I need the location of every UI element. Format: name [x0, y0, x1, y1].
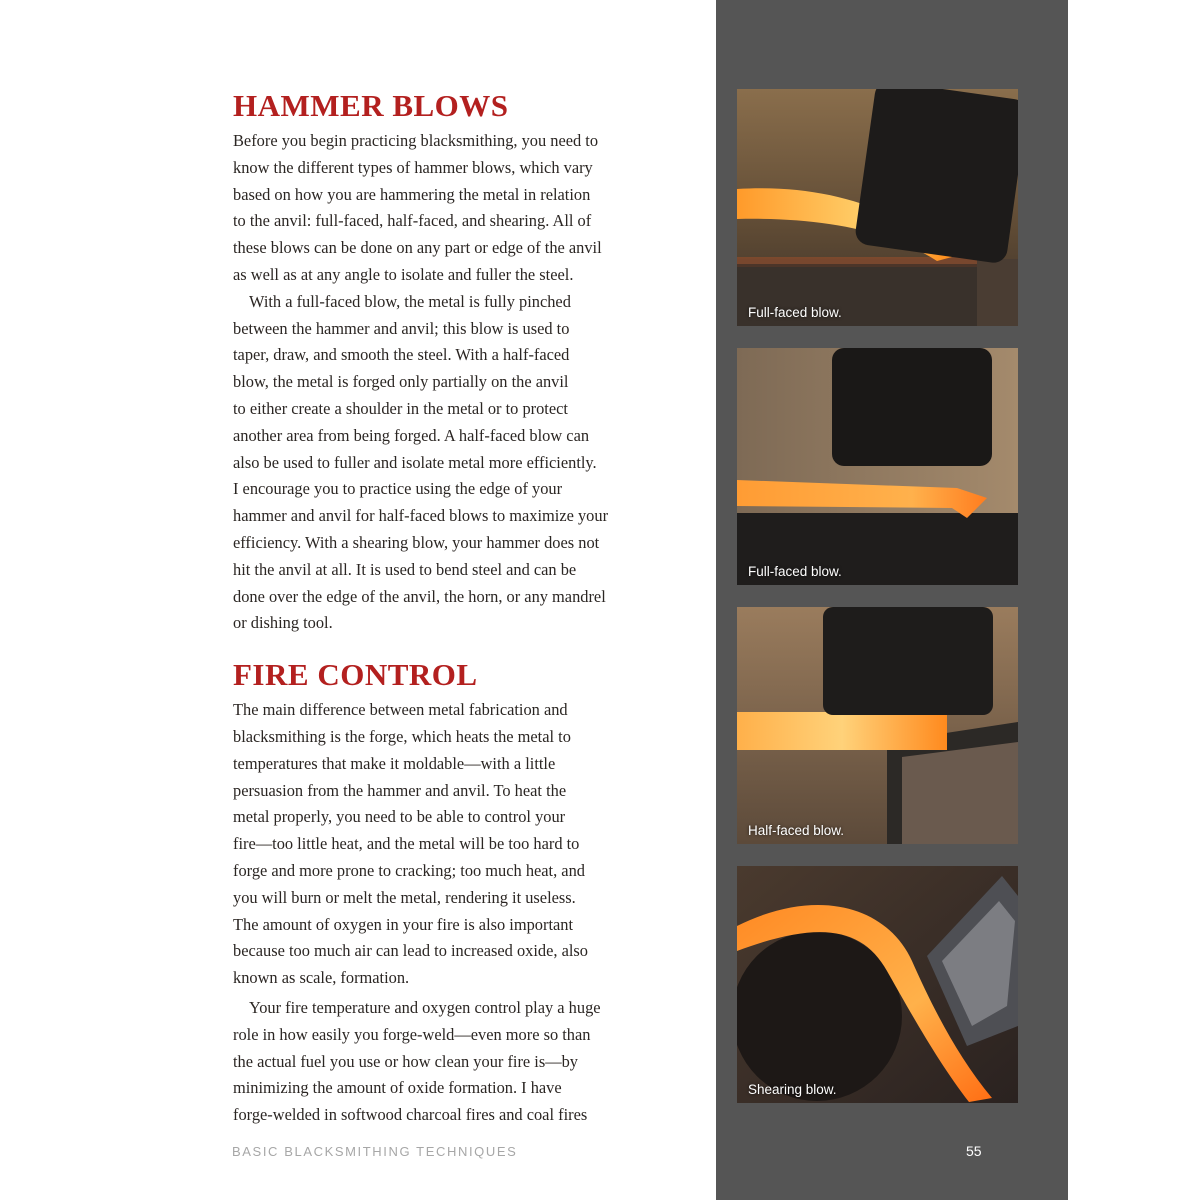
text-line: because too much air can lead to increased oxide, also [233, 941, 588, 961]
photo-sidebar [716, 0, 1068, 1200]
text-line: another area from being forged. A half-faced blow can [233, 425, 590, 445]
photo-half-faced-blow [737, 607, 1018, 844]
photo-image [737, 89, 1018, 326]
photo-caption: Full-faced blow. [748, 564, 842, 579]
text-line: fire—too little heat, and the metal will be too hard to [233, 834, 580, 854]
text-line: blacksmithing is the forge, which heats the metal to [233, 726, 571, 746]
text-line: forge and more prone to cracking; too much heat, and [233, 860, 585, 880]
text-line: these blows can be done on any part or edge of the anvil [233, 238, 602, 258]
text-line: or dishing tool. [233, 613, 333, 633]
text-column [233, 88, 673, 1129]
text-line: as well as at any angle to isolate and fuller the steel. [233, 264, 574, 284]
text-line: forge-welded in softwood charcoal fires and coal fires [233, 1105, 588, 1125]
text-line: efficiency. With a shearing blow, your hammer does not [233, 532, 600, 552]
hammer-blows-heading: HAMMER BLOWS [233, 88, 509, 123]
text-line: hammer and anvil for half-faced blows to maximize your [233, 506, 609, 526]
fire-control-body [233, 697, 673, 1129]
photo-image [737, 607, 1018, 844]
text-line: role in how easily you forge-weld—even more so than [233, 1024, 591, 1044]
text-line: With a full-faced blow, the metal is fully pinched [249, 291, 571, 311]
text-line: based on how you are hammering the metal in relation [233, 184, 591, 204]
photo-caption: Full-faced blow. [748, 305, 842, 320]
photo-full-faced-blow-2 [737, 348, 1018, 585]
text-line: Before you begin practicing blacksmithing, you need to [233, 131, 599, 150]
text-line: know the different types of hammer blows, which vary [233, 157, 593, 177]
page-number: 55 [966, 1143, 982, 1159]
fire-control-heading: FIRE CONTROL [233, 657, 478, 693]
hammer-blows-body [233, 128, 673, 637]
text-line: I encourage you to practice using the edge of your [233, 479, 563, 499]
text-line: Your fire temperature and oxygen control play a huge [249, 997, 601, 1017]
photo-full-faced-blow-1 [737, 89, 1018, 326]
text-line: done over the edge of the anvil, the horn, or any mandrel [233, 586, 606, 606]
text-line: to either create a shoulder in the metal or to protect [233, 398, 568, 418]
text-line: The amount of oxygen in your fire is also important [233, 914, 574, 934]
photo-caption: Shearing blow. [748, 1082, 837, 1097]
text-line: metal properly, you need to be able to control your [233, 807, 566, 827]
photo-image [737, 348, 1018, 585]
text-line: temperatures that make it moldable—with a little [233, 753, 556, 773]
photo-caption: Half-faced blow. [748, 823, 845, 838]
text-line: blow, the metal is forged only partially on the anvil [233, 372, 569, 392]
text-line: the actual fuel you use or how clean your fire is—by [233, 1051, 579, 1071]
text-line: minimizing the amount of oxide formation. I have [233, 1078, 562, 1098]
running-footer: BASIC BLACKSMITHING TECHNIQUES [232, 1144, 518, 1159]
text-line: to the anvil: full-faced, half-faced, and shearing. All of [233, 211, 592, 231]
text-line: The main difference between metal fabrication and [233, 700, 568, 720]
photo-image [737, 866, 1018, 1103]
photo-shearing-blow [737, 866, 1018, 1103]
text-line: taper, draw, and smooth the steel. With a half-faced [233, 345, 570, 365]
text-line: also be used to fuller and isolate metal more efficiently. [233, 452, 597, 472]
text-line: known as scale, formation. [233, 968, 410, 988]
text-line: between the hammer and anvil; this blow is used to [233, 318, 570, 338]
text-line: hit the anvil at all. It is used to bend steel and can be [233, 559, 577, 579]
text-line: persuasion from the hammer and anvil. To heat the [233, 780, 567, 800]
text-line: you will burn or melt the metal, rendering it useless. [233, 887, 576, 907]
